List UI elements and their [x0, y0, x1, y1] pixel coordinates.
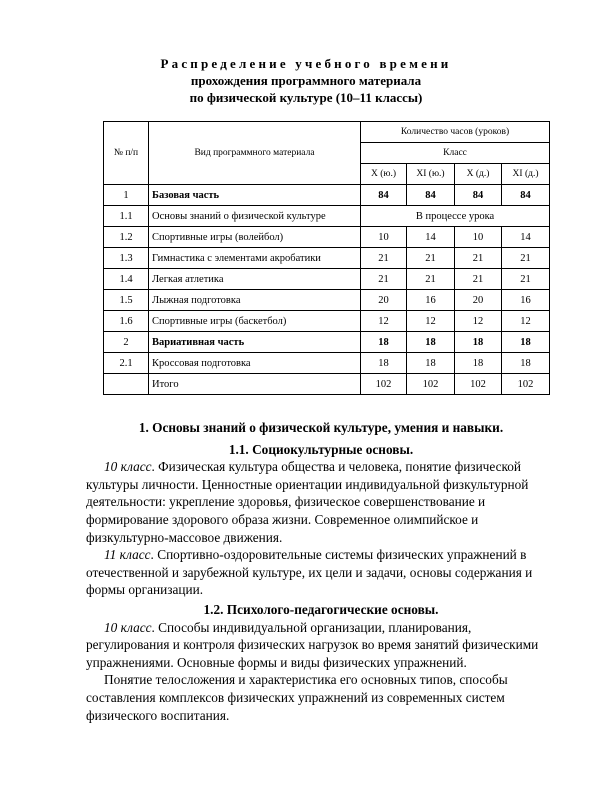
paragraph-text: . Способы индивидуальной организации, планирования, регулирования и контроля физических нагрузок во время занятий физическими упражнениями. Основные формы и виды физических упражнений. [86, 619, 539, 670]
row-value: 18 [502, 332, 550, 353]
row-num: 1.3 [104, 248, 149, 269]
row-num: 1.4 [104, 269, 149, 290]
header-class: Класс [361, 143, 550, 164]
row-value: 21 [502, 248, 550, 269]
title-line-3: по физической культуре (10–11 классы) [189, 90, 423, 105]
table-header-row [104, 122, 550, 143]
row-value: 21 [361, 269, 407, 290]
subsection-heading: 1.1. Социокультурные основы. [228, 441, 414, 457]
row-num: 1.1 [104, 206, 149, 227]
row-value: 18 [407, 332, 455, 353]
row-value: 16 [502, 290, 550, 311]
header-num: № п/п [104, 122, 149, 185]
paragraph [86, 458, 556, 546]
row-value: 12 [502, 311, 550, 332]
class-label: 11 класс [104, 547, 151, 563]
row-value: 18 [407, 353, 455, 374]
row-num: 1.6 [104, 311, 149, 332]
header-hours: Количество часов (уроков) [361, 122, 550, 143]
title-line-1: Распределение учебного времени [160, 56, 452, 71]
row-value: 12 [407, 311, 455, 332]
row-name: Вариативная часть [149, 332, 361, 353]
header-kind: Вид программного материала [149, 122, 361, 185]
row-num: 2 [104, 332, 149, 353]
row-value: 102 [502, 374, 550, 395]
row-value: 84 [455, 185, 502, 206]
paragraph: Понятие телосложения и характеристика его основных типов, способы составления комплексов физических упражнений из современных систем физического воспитания. [86, 672, 508, 723]
row-value: 18 [361, 353, 407, 374]
table-row [104, 332, 550, 353]
subsection-heading: 1.2. Психолого-педагогические основы. [203, 601, 439, 617]
table-row [104, 353, 550, 374]
row-value: 84 [361, 185, 407, 206]
row-value: 18 [455, 353, 502, 374]
row-name: Лыжная подготовка [149, 290, 361, 311]
paragraph [86, 619, 556, 672]
table-row [104, 311, 550, 332]
row-value: 18 [455, 332, 502, 353]
row-name: Гимнастика с элементами акробатики [149, 248, 361, 269]
row-num: 1 [104, 185, 149, 206]
row-value: 21 [455, 248, 502, 269]
row-value: 84 [407, 185, 455, 206]
row-num: 1.2 [104, 227, 149, 248]
table-row [104, 185, 550, 206]
row-name: Спортивные игры (баскетбол) [149, 311, 361, 332]
row-value: 16 [407, 290, 455, 311]
table-row [104, 290, 550, 311]
row-value: 102 [407, 374, 455, 395]
row-value: 21 [455, 269, 502, 290]
header-col: X (д.) [455, 164, 502, 185]
table-row [104, 269, 550, 290]
paragraph-text: . Спортивно-оздоровительные системы физических упражнений в отечественной и зарубежной культуре, их цели и задачи, основы содержания и формы организации. [86, 547, 533, 598]
table-row-total [104, 374, 550, 395]
row-value: 21 [361, 248, 407, 269]
row-value: 20 [455, 290, 502, 311]
row-value: 20 [361, 290, 407, 311]
class-label: 10 класс [104, 459, 152, 475]
row-name: Кроссовая подготовка [149, 353, 361, 374]
header-col: X (ю.) [361, 164, 407, 185]
row-value: 18 [361, 332, 407, 353]
row-name: Итого [149, 374, 361, 395]
row-value: 102 [361, 374, 407, 395]
row-value: 14 [407, 227, 455, 248]
hours-distribution-table [103, 121, 550, 395]
title-line-2: прохождения программного материала [190, 73, 422, 88]
row-value: 12 [455, 311, 502, 332]
row-name: Основы знаний о физической культуре [149, 206, 361, 227]
row-num: 2.1 [104, 353, 149, 374]
row-num [104, 374, 149, 395]
row-span-value: В процессе урока [361, 206, 550, 227]
row-value: 18 [502, 353, 550, 374]
row-name: Спортивные игры (волейбол) [149, 227, 361, 248]
row-name: Базовая часть [149, 185, 361, 206]
paragraph [86, 546, 556, 599]
row-value: 21 [502, 269, 550, 290]
document-title [100, 56, 512, 106]
section-heading: 1. Основы знаний о физической культуре, умения и навыки. [138, 420, 504, 435]
row-value: 21 [407, 269, 455, 290]
class-label: 10 класс [104, 619, 152, 635]
table-row [104, 227, 550, 248]
row-value: 14 [502, 227, 550, 248]
row-value: 10 [361, 227, 407, 248]
row-name: Легкая атлетика [149, 269, 361, 290]
document-body [86, 419, 556, 724]
row-value: 84 [502, 185, 550, 206]
header-col: XI (ю.) [407, 164, 455, 185]
table-row [104, 206, 550, 227]
row-value: 10 [455, 227, 502, 248]
row-value: 21 [407, 248, 455, 269]
table-row [104, 248, 550, 269]
row-num: 1.5 [104, 290, 149, 311]
paragraph-text: . Физическая культура общества и человека, понятие физической культуры личности. Ценностные ориентации индивидуальной физкультурной деятельности: укрепление здоровья, физическое совершенствование и формирование здорового образа жизни. Современное олимпийское и физкультурно-массовое движения. [86, 459, 529, 545]
row-value: 12 [361, 311, 407, 332]
header-col: XI (д.) [502, 164, 550, 185]
row-value: 102 [455, 374, 502, 395]
